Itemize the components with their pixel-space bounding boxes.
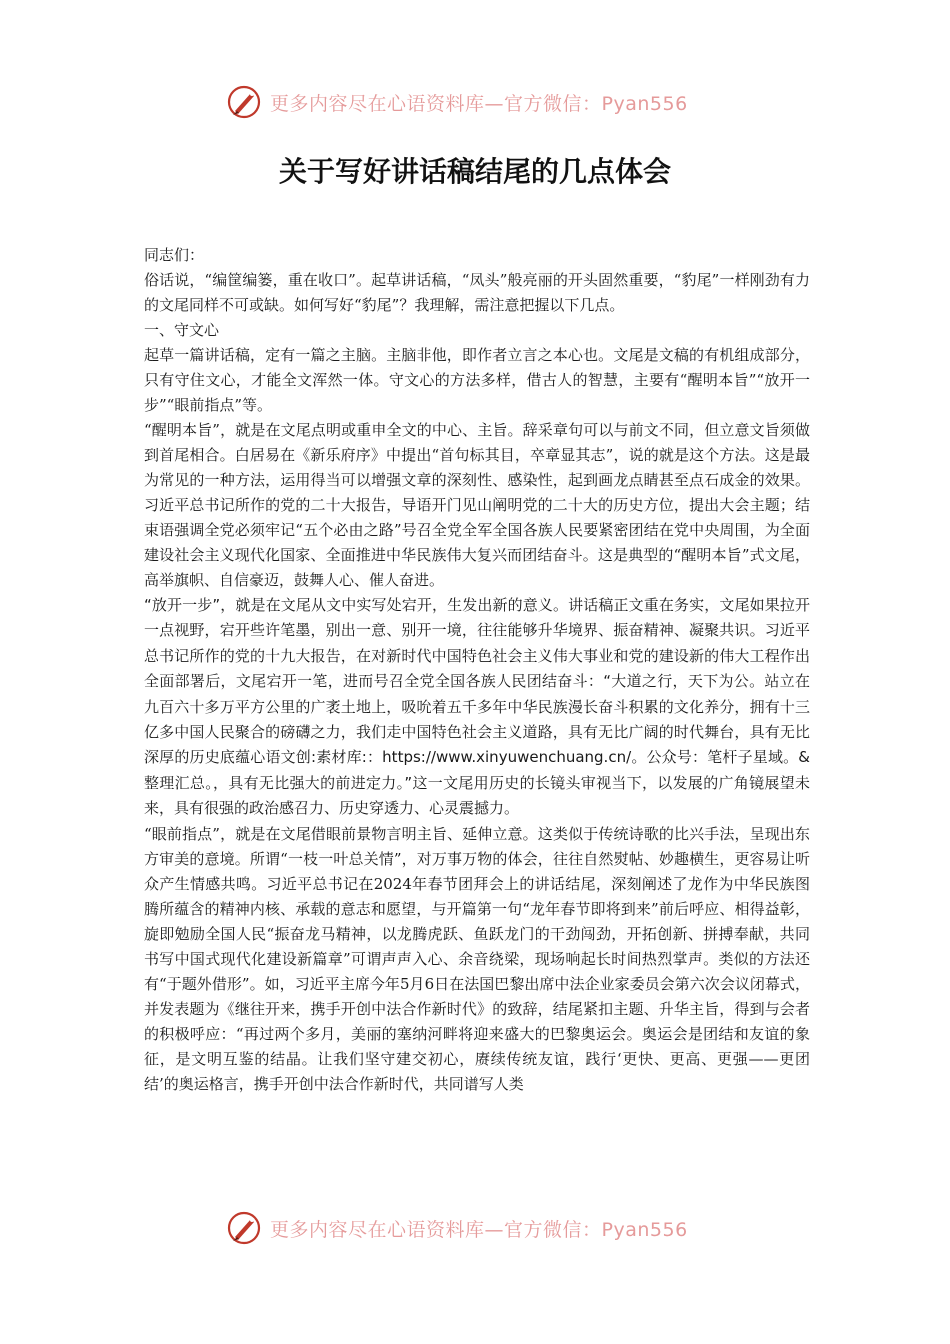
section-intro-paragraph: 起草一篇讲话稿，定有一篇之主脑。主脑非他，即作者立言之本心也。文尾是文稿的有机组成部分，只有守住文心，才能全文浑然一体。守文心的方法多样，借古人的智慧，主要有“醒明本旨”“放开一步”“眼前指点”等。 — [144, 346, 810, 414]
document-title: 关于写好讲话稿结尾的几点体会 — [278, 155, 671, 188]
watermark-text: 更多内容尽在心语资料库—官方微信：Pyan556 — [270, 92, 688, 115]
paragraph-xingming-benzhi: “醒明本旨”，就是在文尾点明或重申全文的中心、主旨。辞采章句可以与前文不同，但立意文旨须做到首尾相合。白居易在《新乐府序》中提出“首句标其目，卒章显其志”，说的就是这个方法。这是最为常见的一种方法，运用得当可以增强文章的深刻性、感染性，起到画龙点睛甚至点石成金的效果。习近平总书记所作的党的二十大报告，导语开门见山阐明党的二十大的历史方位，提出大会主题；结束语强调全党必须牢记“五个必由之路”号召全党全军全国各族人民要紧密团结在党中央周围，为全面建设社会主义现代化国家、全面推进中华民族伟大复兴而团结奋斗。这是典型的“醒明本旨”式文尾，高举旗帜、自信豪迈，鼓舞人心、催人奋进。 — [144, 421, 810, 589]
intro-paragraph: 俗话说，“编筐编篓，重在收口”。起草讲话稿，“凤头”般亮丽的开头固然重要，“豹尾”一样刚劲有力的文尾同样不可或缺。如何写好“豹尾”？我理解，需注意把握以下几点。 — [144, 271, 810, 314]
brush-pen-logo-icon — [226, 1210, 262, 1246]
brush-pen-logo-icon — [226, 84, 262, 120]
header-watermark-banner — [226, 82, 688, 122]
paragraph-yanqian-zhidian: “眼前指点”，就是在文尾借眼前景物言明主旨、延伸立意。这类似于传统诗歌的比兴手法，呈现出东方审美的意境。所谓“一枝一叶总关情”，对万事万物的体会，往往自然熨帖、妙趣横生，更容易让听众产生情感共鸣。习近平总书记在2024年春节团拜会上的讲话结尾，深刻阐述了龙作为中华民族图腾所蕴含的精神内核、承载的意志和愿望，与开篇第一句“龙年春节即将到来”前后呼应、相得益彰，旋即勉励全国人民“振奋龙马精神，以龙腾虎跃、鱼跃龙门的干劲闯劲，开拓创新、拼搏奉献，共同书写中国式现代化建设新篇章”可谓声声入心、余音绕梁，现场响起长时间热烈掌声。类似的方法还有“于题外借形”。如，习近平主席今年5月6日在法国巴黎出席中法企业家委员会第六次会议闭幕式，并发表题为《继往开来，携手开创中法合作新时代》的致辞，结尾紧扣主题、升华主旨，得到与会者的积极呼应：“再过两个多月，美丽的塞纳河畔将迎来盛大的巴黎奥运会。奥运会是团结和友谊的象征，是文明互鉴的结晶。让我们坚守建交初心，赓续传统友谊，践行‘更快、更高、更强——更团结’的奥运格言，携手开创中法合作新时代，共同谱写人类 — [144, 824, 810, 1093]
document-body — [144, 243, 810, 1097]
footer-watermark-banner — [226, 1208, 688, 1248]
section-heading: 一、守文心 — [144, 321, 220, 339]
greeting: 同志们： — [144, 246, 205, 264]
paragraph-fangkai-yibu: “放开一步”，就是在文尾从文中实写处宕开，生发出新的意义。讲话稿正文重在务实，文尾如果拉开一点视野，宕开些许笔墨，别出一意、别开一境，往往能够升华境界、振奋精神、凝聚共识。习近平总书记所作的党的十九大报告，在对新时代中国特色社会主义伟大事业和党的建设新的伟大工程作出全面部署后，文尾宕开一笔，进而号召全党全国各族人民团结奋斗：“大道之行，天下为公。站立在九百六十多万平方公里的广袤土地上，吸吮着五千多年中华民族漫长奋斗积累的文化养分，拥有十三亿多中国人民聚合的磅礴之力，我们走中国特色社会主义道路，具有无比广阔的时代舞台，具有无比深厚的历史底蕴心语文创:素材库:：https://www.xinyuwenchuang.cn/。公众号：笔杆子星域。&整理汇总。，具有无比强大的前进定力。”这一文尾用历史的长镜头审视当下，以发展的广角镜展望未来，具有很强的政治感召力、历史穿透力、心灵震撼力。 — [144, 596, 810, 818]
watermark-text: 更多内容尽在心语资料库—官方微信：Pyan556 — [270, 1218, 688, 1241]
